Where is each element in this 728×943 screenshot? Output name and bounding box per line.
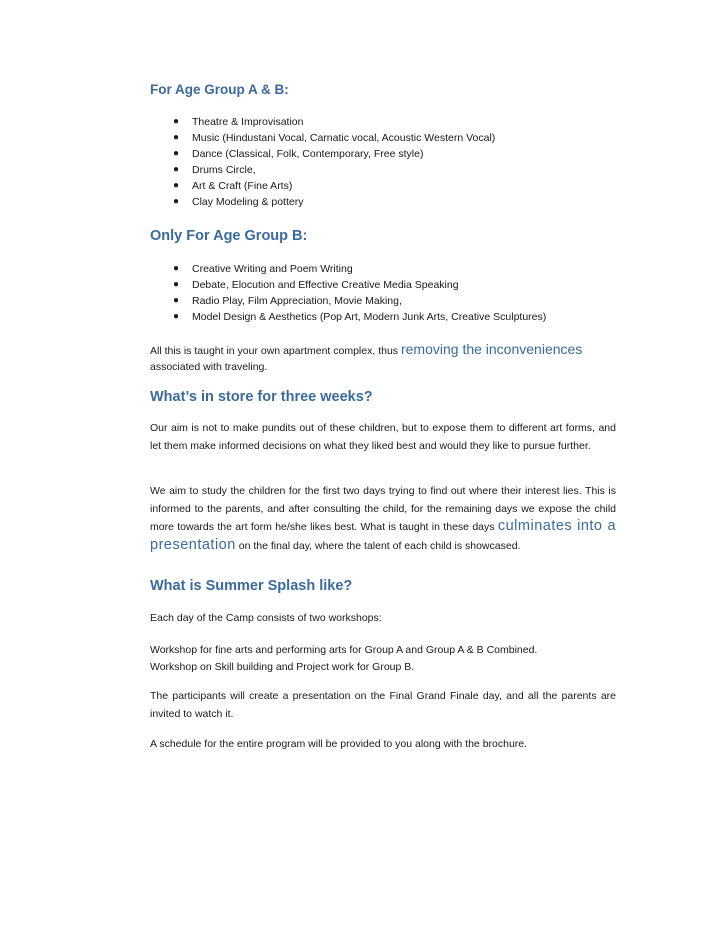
list-item: ● Creative Writing and Poem Writing	[173, 263, 353, 275]
aim-paragraph: Our aim is not to make pundits out of these children, but to expose them to different art forms, and let them make informed decisions on what they liked best and would they like to pursue further.	[150, 422, 616, 452]
apartment-paragraph-continued: associated with traveling.	[150, 361, 268, 373]
bullet-icon: ●	[173, 279, 180, 290]
list-item: ● Theatre & Improvisation	[173, 116, 304, 128]
heading-summer-splash: What is Summer Splash like?	[150, 578, 353, 594]
heading-only-age-group-b: Only For Age Group B:	[150, 228, 308, 244]
bullet-icon: ●	[173, 311, 180, 322]
apartment-paragraph: All this is taught in your own apartment complex, thus removing the inconveniences	[150, 341, 583, 357]
bullet-icon: ●	[173, 295, 180, 306]
list-item: ● Clay Modeling & pottery	[173, 196, 304, 208]
list-item: ● Drums Circle,	[173, 164, 256, 176]
list-age-group-a-b	[150, 114, 616, 210]
bullet-icon: ●	[173, 263, 180, 274]
workshop-line-2: Workshop on Skill building and Project work for Group B.	[150, 661, 415, 673]
list-item: ● Radio Play, Film Appreciation, Movie Making,	[173, 295, 402, 307]
heading-three-weeks: What’s in store for three weeks?	[150, 389, 373, 405]
schedule-paragraph: A schedule for the entire program will be provided to you along with the brochure.	[150, 738, 528, 750]
bullet-icon: ●	[173, 148, 180, 159]
study-paragraph: We aim to study the children for the first two days trying to find out where their interest lies. This is informed to the parents, and after consulting the child, for the remaining days we expose the child more towards the art form he/she likes best. What is taught in these days culminates into a presentation on the final day, where the talent of each child is showcased.	[150, 485, 617, 553]
heading-age-group-a-b: For Age Group A & B:	[150, 82, 289, 97]
list-age-group-b	[150, 261, 616, 325]
workshop-line-1: Workshop for fine arts and performing arts for Group A and Group A & B Combined.	[150, 644, 538, 656]
workshops-intro: Each day of the Camp consists of two workshops:	[150, 612, 382, 624]
list-item: ● Model Design & Aesthetics (Pop Art, Modern Junk Arts, Creative Sculptures)	[173, 311, 547, 323]
list-item: ● Debate, Elocution and Effective Creative Media Speaking	[173, 279, 459, 291]
bullet-icon: ●	[173, 164, 180, 175]
bullet-icon: ●	[173, 196, 180, 207]
bullet-icon: ●	[173, 180, 180, 191]
bullet-icon: ●	[173, 116, 180, 127]
list-item: ● Dance (Classical, Folk, Contemporary, Free style)	[173, 148, 424, 160]
bullet-icon: ●	[173, 132, 180, 143]
participants-paragraph: The participants will create a presentation on the Final Grand Finale day, and all the parents are invited to watch it.	[150, 690, 616, 720]
highlight-text: culminates into a presentation	[150, 518, 617, 553]
highlight-text: removing the inconveniences	[400, 341, 583, 357]
list-item: ● Art & Craft (Fine Arts)	[173, 180, 293, 192]
list-item: ● Music (Hindustani Vocal, Carnatic vocal, Acoustic Western Vocal)	[173, 132, 496, 144]
